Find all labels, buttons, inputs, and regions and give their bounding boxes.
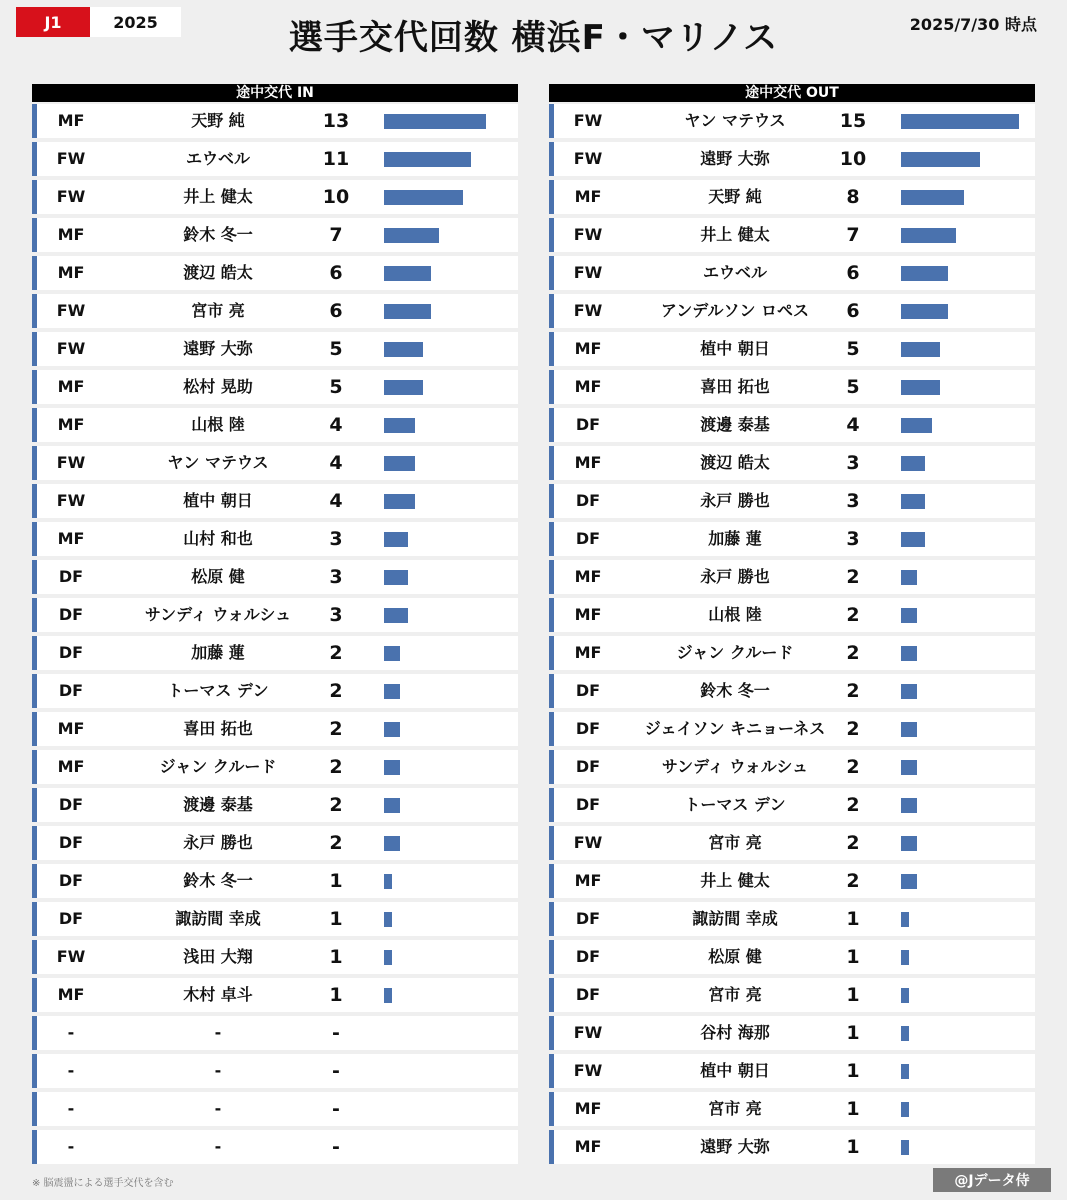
rows-in [32, 104, 518, 1164]
player-name: ジェイソン キニョーネス [644, 719, 826, 738]
player-name: 加藤 蓮 [708, 529, 762, 548]
bar-out-27 [901, 1140, 909, 1155]
position-label: DF [58, 871, 84, 890]
position-label: DF [575, 491, 601, 510]
position-label: DF [575, 415, 601, 434]
position-label: DF [575, 795, 601, 814]
table-row [32, 1054, 518, 1088]
table-row [32, 294, 518, 328]
player-name: - [214, 1099, 222, 1118]
position-label: MF [574, 605, 602, 624]
count-label: 2 [846, 718, 860, 740]
table-row [549, 1092, 1035, 1126]
count-label: 1 [846, 1022, 860, 1044]
table-row [32, 446, 518, 480]
table-row [549, 560, 1035, 594]
table-row [549, 484, 1035, 518]
player-name: 喜田 拓也 [183, 719, 253, 738]
player-name: 永戸 勝也 [700, 567, 770, 586]
position-label: FW [56, 339, 86, 358]
position-label: MF [57, 415, 85, 434]
player-name: ジャン クルード [676, 643, 794, 662]
table-row [549, 180, 1035, 214]
count-label: 4 [329, 490, 343, 512]
bar-out-18 [901, 798, 917, 813]
table-row [549, 712, 1035, 746]
bar-out-10 [901, 494, 925, 509]
count-label: 15 [839, 110, 867, 132]
bar-out-7 [901, 380, 940, 395]
bar-out-21 [901, 912, 909, 927]
count-label: 1 [846, 984, 860, 1006]
position-label: DF [575, 985, 601, 1004]
player-name: 天野 純 [708, 187, 762, 206]
player-name: 谷村 海那 [700, 1023, 770, 1042]
player-name: 松村 晃助 [183, 377, 253, 396]
table-row [32, 978, 518, 1012]
player-name: ヤン マテウス [684, 111, 786, 130]
table-row [549, 826, 1035, 860]
count-label: 2 [329, 718, 343, 740]
season-badge: 2025 [90, 7, 181, 37]
position-label: - [67, 1137, 75, 1156]
table-row [549, 1054, 1035, 1088]
count-label: 1 [846, 946, 860, 968]
count-label: 5 [329, 376, 343, 398]
bar-in-22 [384, 950, 392, 965]
player-name: 渡邊 泰基 [183, 795, 253, 814]
table-row [549, 294, 1035, 328]
player-name: 植中 朝日 [700, 1061, 770, 1080]
table-row [32, 560, 518, 594]
count-label: 11 [322, 148, 350, 170]
count-label: 4 [846, 414, 860, 436]
table-row [32, 902, 518, 936]
count-label: 2 [846, 680, 860, 702]
position-label: MF [57, 225, 85, 244]
bar-in-2 [384, 190, 463, 205]
position-label: MF [57, 985, 85, 1004]
bar-out-20 [901, 874, 917, 889]
position-label: DF [58, 681, 84, 700]
bar-out-13 [901, 608, 917, 623]
player-name: 永戸 勝也 [183, 833, 253, 852]
table-row [32, 598, 518, 632]
player-name: - [214, 1137, 222, 1156]
position-label: DF [58, 833, 84, 852]
count-label: 1 [329, 870, 343, 892]
position-label: MF [574, 643, 602, 662]
table-row [549, 978, 1035, 1012]
position-label: FW [56, 301, 86, 320]
player-name: 永戸 勝也 [700, 491, 770, 510]
panel-header-out: 途中交代 OUT [549, 84, 1035, 102]
table-row [32, 1016, 518, 1050]
player-name: 山根 陸 [708, 605, 762, 624]
table-row [549, 598, 1035, 632]
count-label: 2 [846, 794, 860, 816]
player-name: エウベル [185, 149, 250, 168]
count-label: 1 [846, 1098, 860, 1120]
count-label: 2 [846, 642, 860, 664]
count-label: 6 [846, 262, 860, 284]
bar-out-0 [901, 114, 1019, 129]
count-label: - [332, 1098, 340, 1120]
bar-out-26 [901, 1102, 909, 1117]
table-row [32, 674, 518, 708]
bar-out-12 [901, 570, 917, 585]
player-name: トーマス デン [684, 795, 786, 814]
count-label: 2 [846, 604, 860, 626]
position-label: DF [58, 605, 84, 624]
bar-in-18 [384, 798, 400, 813]
bar-out-6 [901, 342, 940, 357]
player-name: ジャン クルード [159, 757, 277, 776]
player-name: 山根 陸 [191, 415, 245, 434]
bar-in-6 [384, 342, 423, 357]
position-label: FW [56, 149, 86, 168]
bar-in-16 [384, 722, 400, 737]
count-label: 3 [329, 604, 343, 626]
count-label: 1 [846, 1136, 860, 1158]
player-name: 浅田 大翔 [183, 947, 253, 966]
bar-out-15 [901, 684, 917, 699]
count-label: 2 [846, 756, 860, 778]
table-row [549, 446, 1035, 480]
position-label: MF [57, 757, 85, 776]
table-row [32, 864, 518, 898]
player-name: 植中 朝日 [700, 339, 770, 358]
player-name: 遠野 大弥 [700, 149, 770, 168]
table-row [549, 788, 1035, 822]
player-name: トーマス デン [167, 681, 269, 700]
player-name: 井上 健太 [700, 871, 770, 890]
bar-in-15 [384, 684, 400, 699]
count-label: 1 [846, 908, 860, 930]
table-row [32, 484, 518, 518]
table-row [549, 332, 1035, 366]
table-row [32, 370, 518, 404]
player-name: 渡辺 皓太 [183, 263, 253, 282]
count-label: 1 [846, 1060, 860, 1082]
player-name: 諏訪間 幸成 [175, 909, 261, 928]
table-row [32, 256, 518, 290]
count-label: 3 [846, 452, 860, 474]
table-row [549, 750, 1035, 784]
table-row [32, 636, 518, 670]
bar-out-2 [901, 190, 964, 205]
position-label: MF [574, 1099, 602, 1118]
player-name: 渡辺 皓太 [700, 453, 770, 472]
position-label: DF [575, 947, 601, 966]
count-label: 13 [322, 110, 350, 132]
position-label: - [67, 1099, 75, 1118]
count-label: 3 [329, 566, 343, 588]
bar-in-3 [384, 228, 439, 243]
table-row [32, 750, 518, 784]
bar-in-19 [384, 836, 400, 851]
table-row [549, 674, 1035, 708]
bar-out-24 [901, 1026, 909, 1041]
position-label: MF [574, 871, 602, 890]
bar-out-1 [901, 152, 980, 167]
player-name: 渡邊 泰基 [700, 415, 770, 434]
count-label: 5 [329, 338, 343, 360]
count-label: 6 [846, 300, 860, 322]
position-label: FW [56, 491, 86, 510]
panel-sub-out [549, 84, 1035, 1164]
count-label: 10 [839, 148, 867, 170]
table-row [549, 940, 1035, 974]
count-label: 7 [846, 224, 860, 246]
bar-out-16 [901, 722, 917, 737]
position-label: FW [573, 1061, 603, 1080]
count-label: 2 [329, 680, 343, 702]
player-name: 鈴木 冬一 [183, 871, 253, 890]
position-label: MF [574, 567, 602, 586]
table-row [32, 940, 518, 974]
count-label: 1 [329, 946, 343, 968]
player-name: 鈴木 冬一 [700, 681, 770, 700]
position-label: DF [58, 567, 84, 586]
position-label: MF [574, 187, 602, 206]
position-label: FW [56, 947, 86, 966]
table-row [549, 256, 1035, 290]
page-title: 選手交代回数 横浜F・マリノス [288, 18, 779, 58]
table-row [549, 218, 1035, 252]
panel-header-in: 途中交代 IN [32, 84, 518, 102]
count-label: 7 [329, 224, 343, 246]
bar-out-14 [901, 646, 917, 661]
position-label: MF [574, 1137, 602, 1156]
table-row [32, 408, 518, 442]
panel-sub-in [32, 84, 518, 1164]
table-row [32, 522, 518, 556]
table-row [32, 104, 518, 138]
count-label: 1 [329, 984, 343, 1006]
position-label: FW [573, 263, 603, 282]
count-label: 10 [322, 186, 350, 208]
count-label: 3 [846, 528, 860, 550]
count-label: 5 [846, 338, 860, 360]
player-name: 山村 和也 [183, 529, 253, 548]
count-label: 2 [846, 870, 860, 892]
count-label: 3 [329, 528, 343, 550]
player-name: サンディ ウォルシュ [661, 757, 809, 776]
player-name: 宮市 亮 [708, 1099, 762, 1118]
position-label: FW [573, 111, 603, 130]
player-name: 松原 健 [191, 567, 245, 586]
player-name: 植中 朝日 [183, 491, 253, 510]
bar-in-20 [384, 874, 392, 889]
count-label: 2 [329, 832, 343, 854]
position-label: - [67, 1023, 75, 1042]
table-row [32, 180, 518, 214]
table-row [549, 1130, 1035, 1164]
table-row [549, 142, 1035, 176]
count-label: 3 [846, 490, 860, 512]
count-label: 5 [846, 376, 860, 398]
player-name: エウベル [702, 263, 767, 282]
table-row [32, 712, 518, 746]
table-row [549, 370, 1035, 404]
bar-in-8 [384, 418, 415, 433]
bar-in-13 [384, 608, 408, 623]
position-label: FW [573, 149, 603, 168]
player-name: 井上 健太 [700, 225, 770, 244]
player-name: 加藤 蓮 [191, 643, 245, 662]
bar-out-11 [901, 532, 925, 547]
player-name: 遠野 大弥 [183, 339, 253, 358]
player-name: - [214, 1061, 222, 1080]
player-name: 遠野 大弥 [700, 1137, 770, 1156]
table-row [549, 636, 1035, 670]
count-label: - [332, 1022, 340, 1044]
position-label: DF [575, 529, 601, 548]
position-label: MF [574, 453, 602, 472]
player-name: 木村 卓斗 [183, 985, 253, 1004]
table-row [32, 1092, 518, 1126]
bar-in-5 [384, 304, 431, 319]
player-name: - [214, 1023, 222, 1042]
bar-out-9 [901, 456, 925, 471]
table-row [549, 104, 1035, 138]
count-label: - [332, 1136, 340, 1158]
player-name: ヤン マテウス [167, 453, 269, 472]
position-label: MF [574, 339, 602, 358]
count-label: 2 [329, 756, 343, 778]
bar-out-5 [901, 304, 948, 319]
table-row [32, 218, 518, 252]
player-name: アンデルソン ロペス [660, 301, 810, 320]
player-name: 喜田 拓也 [700, 377, 770, 396]
bar-out-23 [901, 988, 909, 1003]
count-label: 4 [329, 414, 343, 436]
table-row [32, 826, 518, 860]
table-row [549, 1016, 1035, 1050]
player-name: 諏訪間 幸成 [692, 909, 778, 928]
bar-in-12 [384, 570, 408, 585]
bar-in-23 [384, 988, 392, 1003]
position-label: DF [575, 757, 601, 776]
count-label: 1 [329, 908, 343, 930]
player-name: 宮市 亮 [191, 301, 245, 320]
table-row [32, 1130, 518, 1164]
position-label: MF [57, 263, 85, 282]
bar-out-8 [901, 418, 932, 433]
bar-out-19 [901, 836, 917, 851]
as-of-date: 2025/7/30 時点 [909, 15, 1037, 34]
table-row [32, 788, 518, 822]
position-label: MF [57, 111, 85, 130]
position-label: FW [56, 187, 86, 206]
bar-in-4 [384, 266, 431, 281]
table-row [32, 142, 518, 176]
position-label: FW [573, 225, 603, 244]
table-row [549, 408, 1035, 442]
position-label: - [67, 1061, 75, 1080]
bar-in-9 [384, 456, 415, 471]
player-name: 天野 純 [191, 111, 245, 130]
bar-out-3 [901, 228, 956, 243]
bar-in-1 [384, 152, 471, 167]
table-row [549, 864, 1035, 898]
footnote: ※ 脳震盪による選手交代を含む [32, 1178, 174, 1189]
position-label: MF [574, 377, 602, 396]
bar-in-17 [384, 760, 400, 775]
count-label: 8 [846, 186, 860, 208]
bar-in-0 [384, 114, 486, 129]
bar-in-7 [384, 380, 423, 395]
position-label: FW [573, 301, 603, 320]
bar-out-22 [901, 950, 909, 965]
bar-out-17 [901, 760, 917, 775]
count-label: 6 [329, 300, 343, 322]
position-label: DF [575, 681, 601, 700]
count-label: 2 [329, 642, 343, 664]
player-name: 井上 健太 [183, 187, 253, 206]
count-label: 6 [329, 262, 343, 284]
count-label: 4 [329, 452, 343, 474]
league-badge: J1 [16, 7, 90, 37]
position-label: DF [575, 909, 601, 928]
rows-out [549, 104, 1035, 1164]
table-row [549, 902, 1035, 936]
bar-out-4 [901, 266, 948, 281]
position-label: DF [575, 719, 601, 738]
bar-in-11 [384, 532, 408, 547]
position-label: FW [573, 1023, 603, 1042]
position-label: MF [57, 377, 85, 396]
player-name: 松原 健 [708, 947, 762, 966]
credit-badge: @Jデータ侍 [933, 1168, 1051, 1192]
position-label: DF [58, 909, 84, 928]
count-label: - [332, 1060, 340, 1082]
position-label: FW [56, 453, 86, 472]
player-name: 宮市 亮 [708, 833, 762, 852]
position-label: DF [58, 643, 84, 662]
player-name: 鈴木 冬一 [183, 225, 253, 244]
table-row [549, 522, 1035, 556]
position-label: DF [58, 795, 84, 814]
position-label: MF [57, 529, 85, 548]
count-label: 2 [329, 794, 343, 816]
bar-out-25 [901, 1064, 909, 1079]
bar-in-14 [384, 646, 400, 661]
player-name: サンディ ウォルシュ [144, 605, 292, 624]
table-row [32, 332, 518, 366]
player-name: 宮市 亮 [708, 985, 762, 1004]
bar-in-10 [384, 494, 415, 509]
position-label: FW [573, 833, 603, 852]
position-label: MF [57, 719, 85, 738]
count-label: 2 [846, 832, 860, 854]
count-label: 2 [846, 566, 860, 588]
bar-in-21 [384, 912, 392, 927]
